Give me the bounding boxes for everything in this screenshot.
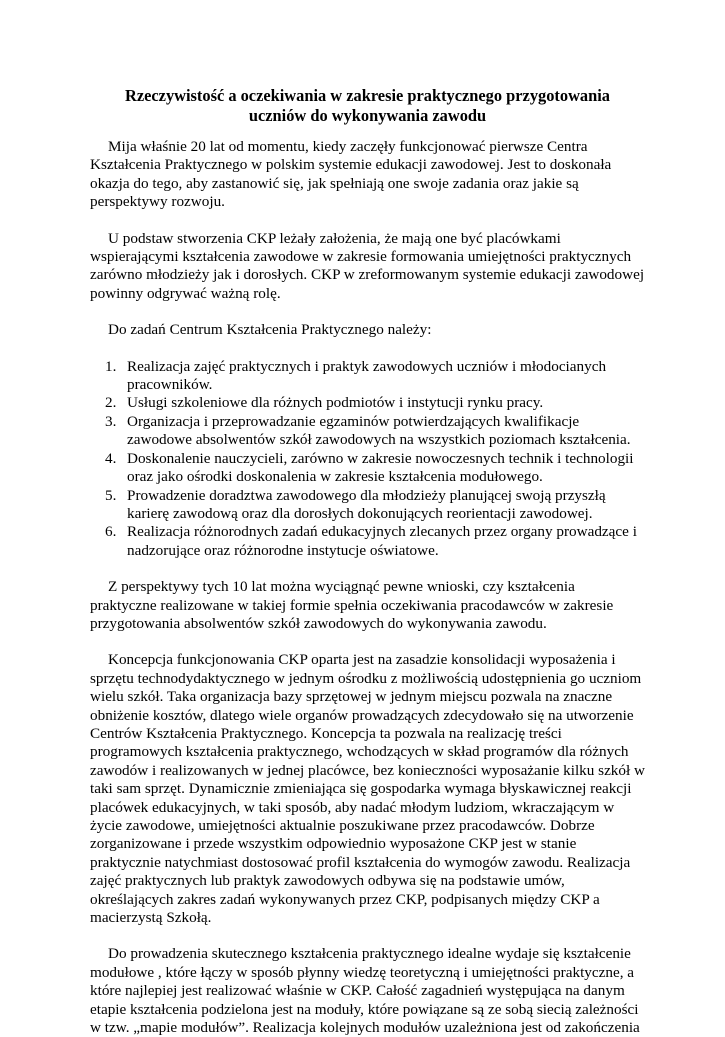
list-item-number: 2. (105, 394, 117, 412)
paragraph-gap (90, 340, 645, 358)
document-page (90, 86, 645, 1037)
title-line-2: uczniów do wykonywania zawodu (248, 106, 487, 125)
paragraph-perspective: Z perspektywy tych 10 lat można wyciągnąć pewne wnioski, czy kształcenia praktyczne realizowane w takiej formie spełnia oczekiwania pracodawców w zakresie przygotowania absolwentów szkół zawodowych do wykonywania zawodu. (90, 578, 614, 632)
paragraph-modular: Do prowadzenia skutecznego kształcenia praktycznego idealne wydaje się kształcenie modułowe , które łączy w sposób płynny wiedzę teoretyczną i umiejętności praktyczne, a które najlepiej jest realizować właśnie w CKP. Całość zagadnień występująca na danym etapie kształcenia podzielona jest na moduły, które powiązane są ze sobą siecią zależności w tzw. „mapie modułów”. Realizacja kolejnych modułów uzależniona jest od zakończenia (90, 945, 640, 1037)
title-line-1: Rzeczywistość a oczekiwania w zakresie praktycznego przygotowania (125, 86, 610, 105)
list-item (105, 486, 645, 524)
list-item (105, 523, 645, 560)
paragraph-gap (90, 633, 645, 651)
paragraph-assumptions: U podstaw stworzenia CKP leżały założenia, że mają one być placówkami wspierającymi kształcenia zawodowe w zakresie formowania umiejętności praktycznych zarówno młodzieży jak i dorosłych. CKP w zreformowanym systemie edukacji zawodowej powinny odgrywać ważną rolę. (90, 229, 645, 302)
document-title (90, 86, 645, 126)
paragraph-concept: Koncepcja funkcjonowania CKP oparta jest na zasadzie konsolidacji wyposażenia i sprzętu technodydaktycznego w jednym ośrodku z możliwością udostępnienia go uczniom wielu szkół. Taka organizacja bazy sprzętowej w jednym miejscu pozwala na znaczne obniżenie kosztów, dlatego wiele organów prowadzących zdecydowało się na utworzenie Centrów Kształcenia Praktycznego. Koncepcja ta pozwala na realizację treści programowych kształcenia praktycznego, wchodzących w skład programów dla różnych zawodów i realizowanych w jednej placówce, bez konieczności wyposażanie kilku szkół w taki sam sprzęt. Dynamicznie zmieniająca się gospodarka wymaga błyskawicznej reakcji placówek edukacyjnych, w taki sposób, aby nadać młodym ludziom, wkraczającym w życie zawodowe, umiejętności aktualnie poszukiwane przez pracodawców. Dobrze zorganizowane i przede wszystkim odpowiednio wyposażone CKP jest w stanie praktycznie natychmiast dostosować profil kształcenia do wymogów zawodu. Realizacja zajęć praktycznych lub praktyk zawodowych odbywa się na podstawie umów, określających zakres zadań wykonywanych przez CKP, podpisanych między CKP a macierzystą Szkołą. (90, 651, 645, 927)
list-item-number: 4. (105, 449, 117, 467)
list-item-number: 6. (105, 523, 117, 541)
list-item-text: Doskonalenie nauczycieli, zarówno w zakresie nowoczesnych technik i technologii oraz jako ośrodki doskonalenia w zakresie kształcenia modułowego. (127, 449, 634, 486)
list-item (105, 357, 645, 395)
paragraph-gap (90, 212, 645, 230)
list-item-text: Prowadzenie doradztwa zawodowego dla młodzieży planującej swoją przyszłą karierę zawodową oraz dla dorosłych dokonujących reorientacji zawodowej. (127, 486, 606, 522)
list-item-number: 5. (105, 486, 117, 504)
list-item-number: 3. (105, 412, 117, 430)
list-item (105, 449, 645, 487)
list-item-number: 1. (105, 357, 117, 375)
paragraph-gap (90, 560, 645, 578)
list-item-text: Organizacja i przeprowadzanie egzaminów potwierdzających kwalifikacje zawodowe absolwentów szkół zawodowych na wszystkich poziomach kształcenia. (127, 412, 631, 449)
paragraph-gap (90, 303, 645, 321)
list-item (105, 412, 645, 450)
list-item-text: Realizacja różnorodnych zadań edukacyjnych zlecanych przez organy prowadzące i nadzorujące oraz różnorodne instytucje oświatowe. (127, 523, 637, 559)
paragraph-tasks-intro: Do zadań Centrum Kształcenia Praktycznego należy: (108, 321, 432, 339)
paragraph-gap (90, 927, 645, 945)
list-item-text: Realizacja zajęć praktycznych i praktyk zawodowych uczniów i młodocianych pracowników. (127, 357, 607, 394)
list-item (105, 394, 645, 412)
list-item-text: Usługi szkoleniowe dla różnych podmiotów i instytucji rynku pracy. (127, 394, 544, 412)
paragraph-intro: Mija właśnie 20 lat od momentu, kiedy zaczęły funkcjonować pierwsze Centra Kształcenia Praktycznego w polskim systemie edukacji zawodowej. Jest to doskonała okazja do tego, aby zastanowić się, jak spełniają one swoje zadania oraz jakie są perspektywy rozwoju. (90, 138, 612, 211)
tasks-list (90, 358, 645, 560)
